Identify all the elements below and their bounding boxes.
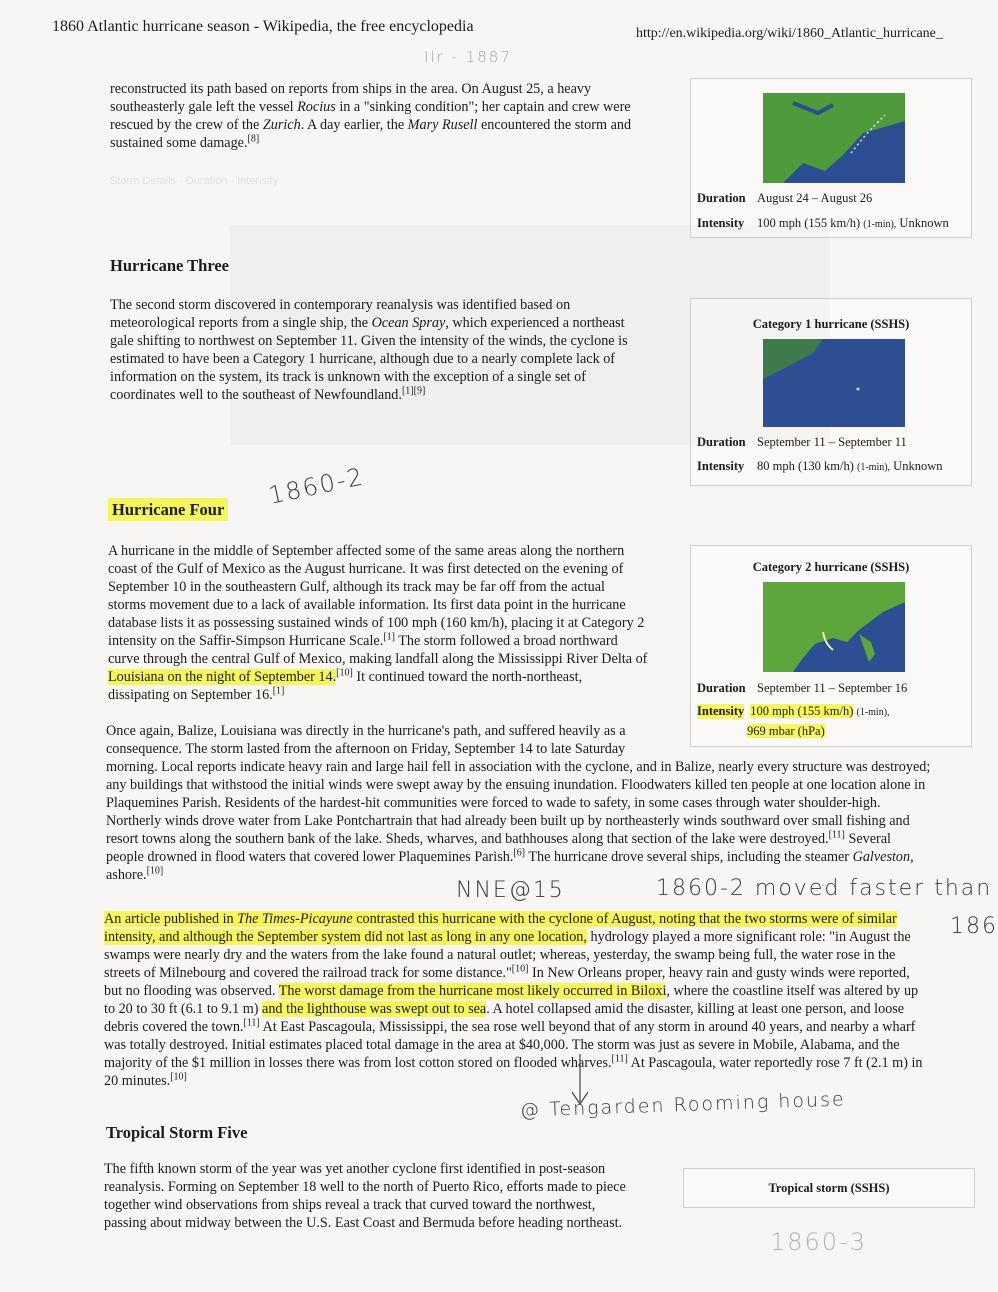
text-line: streets of Milnebourg and covered the railroad track for some distance."[10] In New Orleans proper, heavy rain and gusty winds were reported, xyxy=(104,963,910,981)
intro-line: rescued by the crew of the Zurich. A day earlier, the Mary Rusell encountered the storm and xyxy=(110,117,632,133)
text-line: 20 minutes.[10] xyxy=(104,1071,187,1089)
intro-line: sustained some damage.[8] xyxy=(110,133,260,151)
text-line: estimated to have been a Category 1 hurricane, although due to a nearly complete lack of xyxy=(110,351,616,367)
text-line: coast of the Gulf of Mexico as the August hurricane. It was first detected on the evening of xyxy=(108,561,624,577)
hurricane-four-paragraph-3 xyxy=(104,910,974,1090)
text-line: gale shifting to northwest on September 11. Given the intensity of the winds, the cyclone is xyxy=(110,333,628,349)
track-map-icon xyxy=(763,339,905,427)
section-heading-hurricane-four: Hurricane Four xyxy=(108,500,228,520)
text-line: An article published in The Times-Picayune contrasted this hurricane with the cyclone of August, noting that the two storms were of similar xyxy=(104,911,897,927)
citation-link[interactable]: [11] xyxy=(828,829,845,841)
infobox-hurricane-two xyxy=(690,78,972,238)
text-line: reanalysis. Forming on September 18 well to the north of Puerto Rico, efforts made to piece xyxy=(104,1179,626,1195)
bleed-through-text: Storm Details · Duration · Intensity xyxy=(110,175,279,187)
section-heading-hurricane-three: Hurricane Three xyxy=(110,256,229,275)
intro-line: southeasterly gale left the vessel Rocius in a "sinking condition"; her captain and crew were xyxy=(110,99,631,115)
track-map-icon xyxy=(763,582,905,672)
page-url[interactable]: http://en.wikipedia.org/wiki/1860_Atlantic_hurricane_ xyxy=(636,26,943,41)
citation-link[interactable]: [1] xyxy=(272,685,285,697)
text-line: people drowned in flood waters that covered lower Plaquemines Parish.[6] The hurricane drove several ships, including the steamer Galveston, xyxy=(106,847,914,865)
infobox-intensity-row: Intensity 80 mph (130 km/h) (1-min), Unknown xyxy=(697,459,943,473)
text-line: consequence. The storm lasted from the afternoon on Friday, September 14 to late Saturday xyxy=(106,741,626,757)
tropical-storm-five-paragraph xyxy=(104,1160,674,1232)
handwritten-note-moved-faster: 1860-2 moved faster than xyxy=(656,876,993,901)
infobox-caption: Tropical storm (SSHS) xyxy=(768,1181,890,1195)
infobox-duration-row: Duration August 24 – August 26 xyxy=(697,191,873,205)
hurricane-three-paragraph xyxy=(110,296,680,404)
text-line: curve through the central Gulf of Mexico, making landfall along the Mississippi River Delta of xyxy=(108,651,648,667)
storm-track-map xyxy=(763,582,905,672)
text-line: to 20 to 30 ft (6.1 to 9.1 m) and the lighthouse was swept out to sea. A hotel collapsed amid the disaster, killing at least one person, and loose xyxy=(104,1001,905,1017)
infobox-caption: Category 1 hurricane (SSHS) xyxy=(752,317,910,331)
text-line: database lists it as possessing sustained winds of 100 mph (160 km/h), placing it at Category 2 xyxy=(108,615,645,631)
handwritten-note-top: Ilr - 1887 xyxy=(424,48,512,66)
track-map-icon xyxy=(763,93,905,183)
citation-link[interactable]: [10] xyxy=(170,1071,187,1083)
text-line: any buildings that withstood the initial winds were swept away by the ensuing inundation. Floodwaters killed ten people at one location alone in xyxy=(106,777,926,793)
text-line: meteorological reports from a single ship, the Ocean Spray, which experienced a northeast xyxy=(110,315,625,331)
handwritten-note-1860-2: 1860-2 xyxy=(266,462,367,510)
storm-track-map xyxy=(763,93,905,183)
handwritten-note-edge: 186 xyxy=(950,914,998,939)
infobox-hurricane-three xyxy=(690,298,972,486)
text-line: but no flooding was observed. The worst damage from the hurricane most likely occurred in Biloxi, where the coastline itself was altered by up xyxy=(104,983,919,999)
text-line: storms movement due to a lack of available information. Its first data point in the hurricane xyxy=(108,597,626,613)
text-line: Louisiana on the night of September 14.[10] It continued toward the north-northeast, xyxy=(108,667,583,685)
infobox-duration-row: Duration September 11 – September 16 xyxy=(697,681,908,695)
infobox-duration-row: Duration September 11 – September 11 xyxy=(697,435,907,449)
citation-link[interactable]: [10] xyxy=(336,667,353,679)
text-line: Plaquemines Parish. Residents of the hardest-hit communities were forced to wade to safety, in some cases through water shoulder-high. xyxy=(106,795,881,811)
text-line: debris covered the town.[11] At East Pascagoula, Mississippi, the sea rose well beyond that of any storm in around 40 years, and nearby a wharf xyxy=(104,1017,916,1035)
citation-link[interactable]: [10] xyxy=(146,865,164,877)
citation-link[interactable]: [1] xyxy=(383,631,395,643)
handwritten-note-tengarden: @ Tengarden Rooming house xyxy=(519,1088,846,1122)
text-line: The second storm discovered in contemporary reanalysis was identified based on xyxy=(110,297,571,313)
text-line: swamps were nearly dry and the waters from the lake found a natural outlet; whereas, yesterday, the swamp being full, the water rose in the xyxy=(104,947,896,963)
storm-track-map xyxy=(763,339,905,427)
text-line: majority of the $1 million in losses there was from lost cotton stored on flooded wharves.[11] At Pascagoula, water reportedly rose 7 ft (2.1 m) in xyxy=(104,1053,923,1071)
text-line: ashore.[10] xyxy=(106,865,164,883)
text-line: was totally destroyed. Initial estimates placed total damage in the area at $40,000. The storm was just as severe in Mobile, Alabama, and the xyxy=(104,1037,900,1053)
handwritten-note-nne: NNE@15 xyxy=(456,878,565,903)
text-line: dissipating on September 16.[1] xyxy=(108,685,285,703)
citation-link[interactable]: [1][9] xyxy=(401,385,426,397)
infobox-caption: Category 2 hurricane (SSHS) xyxy=(752,560,910,574)
text-line: morning. Local reports indicate heavy rain and large hail fell in association with the cyclone, and in Balize, nearly every structure was destroyed; xyxy=(106,759,931,775)
page-title: 1860 Atlantic hurricane season - Wikipedia, the free encyclopedia xyxy=(52,18,474,35)
infobox-hurricane-four xyxy=(690,545,972,747)
citation-link[interactable]: [11] xyxy=(243,1017,260,1029)
text-line: resort towns along the southern bank of the lake. Sheds, wharves, and bathhouses along that section of the lake were destroyed.[11] Several xyxy=(106,829,891,847)
infobox-intensity-row: Intensity 100 mph (155 km/h) (1-min), xyxy=(697,704,890,718)
section-heading-tropical-storm-five: Tropical Storm Five xyxy=(106,1123,248,1142)
text-line: Once again, Balize, Louisiana was directly in the hurricane's path, and suffered heavily as a xyxy=(106,723,626,739)
citation-link[interactable]: [10] xyxy=(511,963,529,975)
citation-link[interactable]: [6] xyxy=(513,847,526,859)
text-line: passing about midway between the U.S. East Coast and Bermuda before heading northeast. xyxy=(104,1215,623,1231)
text-line: intensity, and although the September system did not last as long in any one location, hydrology played a more significant role: "in August the xyxy=(104,929,911,945)
intro-paragraph xyxy=(110,80,680,152)
infobox-pressure-row: 969 mbar (hPa) xyxy=(747,724,825,738)
text-line: intensity on the Saffir-Simpson Hurricane Scale.[1] The storm followed a broad northward xyxy=(108,631,618,649)
text-line: information on the system, its track is unknown with the exception of a single set of xyxy=(110,369,586,385)
text-line: September 10 in the southeastern Gulf, although its track may be far off from the actual xyxy=(108,579,605,595)
highlighted-text: Louisiana on the night of September 14. xyxy=(108,669,337,685)
intro-line: reconstructed its path based on reports from ships in the area. On August 25, a heavy xyxy=(110,81,592,97)
text-line: together wind observations from ships reveal a track that curved toward the northwest, xyxy=(104,1197,596,1213)
citation-link[interactable]: [11] xyxy=(611,1053,628,1065)
text-line: The fifth known storm of the year was yet another cyclone first identified in post-season xyxy=(104,1161,606,1177)
hurricane-four-paragraph-1 xyxy=(108,542,683,704)
text-line: A hurricane in the middle of September affected some of the same areas along the northern xyxy=(108,543,625,559)
text-line: Northerly winds drove water from Lake Pontchartrain that had already been built up by northeasterly winds southward over small fishing and xyxy=(106,813,910,829)
citation-link[interactable]: [8] xyxy=(247,133,260,145)
infobox-tropical-storm-five xyxy=(683,1168,975,1208)
infobox-intensity-row: Intensity 100 mph (155 km/h) (1-min), Unknown xyxy=(697,216,949,230)
text-line: coordinates well to the southeast of Newfoundland.[1][9] xyxy=(110,385,426,403)
handwritten-note-bottom: 1860-3 xyxy=(770,1228,868,1256)
